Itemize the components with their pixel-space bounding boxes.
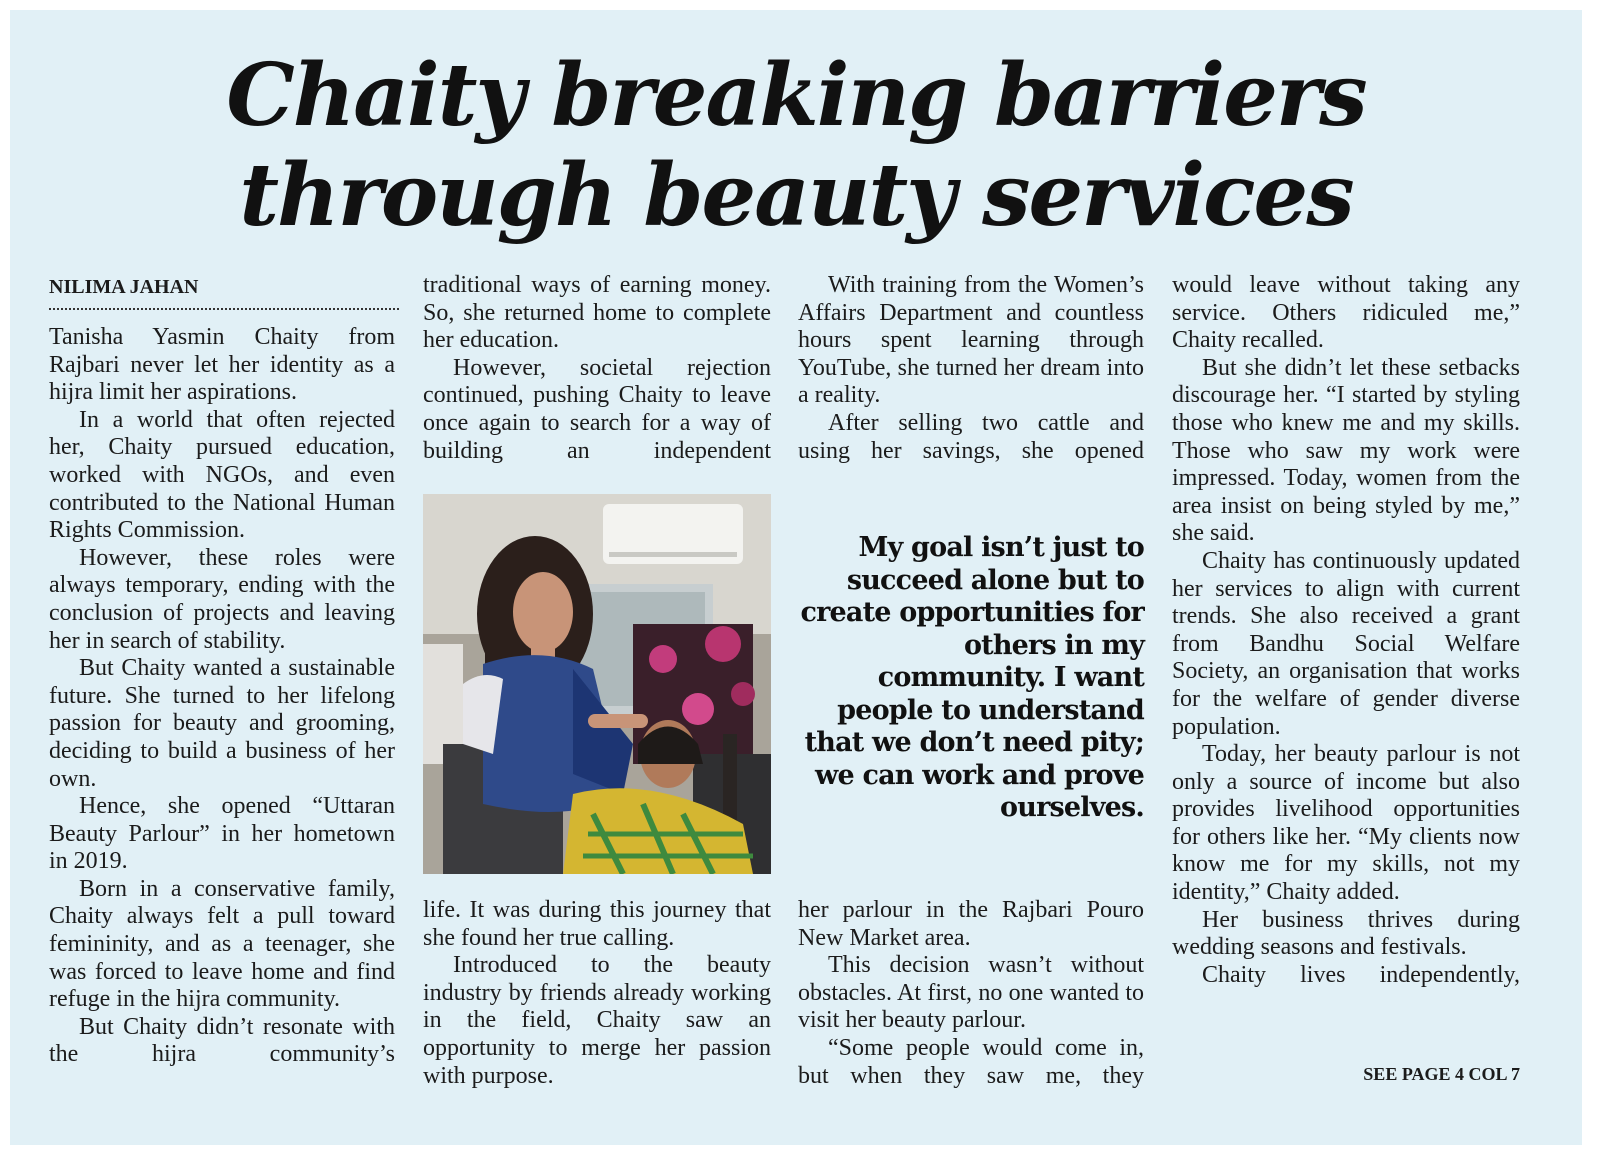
paragraph: would leave without taking any service. Others ridiculed me,” Chaity recalled. [1172, 272, 1520, 354]
paragraph: Born in a conservative family, Chaity always felt a pull toward femininity, and as a teenager, she was forced to leave home and find refuge in the hijra community. [49, 875, 395, 1013]
column-2-bottom [423, 897, 771, 1090]
paragraph: Chaity lives independently, [1202, 961, 1520, 988]
headline-line-1: Chaity breaking barriers [226, 45, 1366, 146]
paragraph: This decision wasn’t without obstacles. At first, no one wanted to visit her beauty parlour. [798, 952, 1144, 1034]
paragraph: Hence, she opened “Uttaran Beauty Parlour” in her hometown in 2019. [49, 793, 395, 875]
paragraph: Tanisha Yasmin Chaity from Rajbari never let her identity as a hijra limit her aspirations. [49, 324, 395, 406]
paragraph: But Chaity wanted a sustainable future. She turned to her lifelong passion for beauty and grooming, deciding to build a business of her own. [49, 655, 395, 792]
photo-illustration [423, 494, 771, 874]
pull-quote: My goal isn’t just to succeed alone but to create opportunities for others in my community. I want people to understand that we don’t need pity; we can work and prove ourselves. [800, 532, 1144, 823]
paragraph: However, these roles were always temporary, ending with the conclusion of projects and leaving her in search of stability. [49, 544, 395, 654]
byline: NILIMA JAHAN [49, 276, 399, 310]
headline-line-2: through beauty services [239, 145, 1353, 246]
paragraph: traditional ways of earning money. So, she returned home to complete her education. [423, 272, 771, 354]
column-4 [1172, 272, 1520, 989]
paragraph: life. It was during this journey that she found her true calling. [423, 897, 771, 951]
column-3-top [798, 272, 1144, 465]
newspaper-page [10, 10, 1582, 1145]
paragraph: In a world that often rejected her, Chaity pursued education, worked with NGOs, and even contributed to the National Human Rights Commission. [49, 406, 395, 544]
paragraph: “Some people would come in, but when they saw me, they [798, 1034, 1144, 1089]
paragraph: But she didn’t let these setbacks discourage her. “I started by styling those who knew me and my skills. Those who saw my work were impressed. Today, women from the area insist on being styled by me,” she said. [1172, 354, 1520, 547]
column-1 [49, 324, 395, 1069]
article-photo [423, 494, 771, 874]
paragraph: With training from the Women’s Affairs Department and countless hours spent learning through YouTube, she turned her dream into a reality. [798, 272, 1144, 409]
paragraph: Chaity has continuously updated her services to align with current trends. She also received a grant from Bandhu Social Welfare Society, an organisation that works for the welfare of gender diverse population. [1172, 547, 1520, 740]
paragraph: her parlour in the Rajbari Pouro New Market area. [798, 897, 1144, 951]
column-2-top [423, 272, 771, 465]
paragraph: Introduced to the beauty industry by friends already working in the field, Chaity saw an opportunity to merge her passion with purpose. [423, 952, 771, 1089]
paragraph: Her business thrives during wedding seasons and festivals. [1172, 906, 1520, 961]
headline [10, 46, 1582, 246]
paragraph: However, societal rejection continued, pushing Chaity to leave once again to search for a way of building an independent [423, 354, 771, 464]
continued-reference: SEE PAGE 4 COL 7 [1363, 1064, 1520, 1084]
column-3-bottom [798, 897, 1144, 1090]
paragraph: After selling two cattle and using her savings, she opened [798, 409, 1144, 464]
paragraph: Today, her beauty parlour is not only a source of income but also provides livelihood opportunities for others like her. “My clients now know me for my skills, not my identity,” Chaity added. [1172, 741, 1520, 906]
paragraph: But Chaity didn’t resonate with the hijra community’s [49, 1013, 395, 1068]
